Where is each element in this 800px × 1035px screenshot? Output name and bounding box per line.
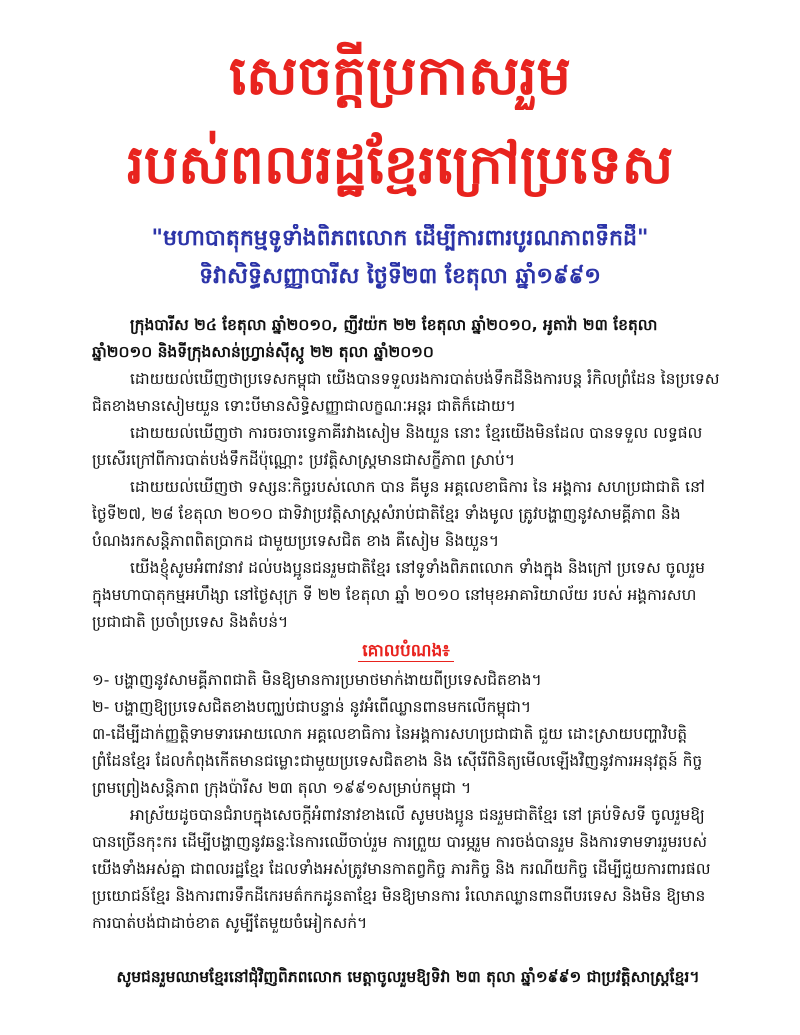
main-title-line1: សេចក្តីប្រកាសរួម	[229, 43, 571, 107]
objective-3: ៣-ដើម្បីដាក់ញ្ញត្តិទាមទារអោយលោក អគ្គលេខាធិការ នៃអង្គការសហប្រជាជាតិ ជួយ ដោះស្រាយបញ្ហាវិបត្តិព្រំដែនខ្មែរ ដែលកំពុងកើតមានជម្លោះជាមួយប្រទេសជិតខាង និង ស៊ើរើពិនិត្យមើលឡើងវិញនូវការអនុវត្តន៍ កិច្ចព្រមព្រៀងសន្តិភាព ក្រុងប៉ារីស ២៣ តុលា ១៩៩១សម្រាប់កម្ពុជា ។	[92, 725, 703, 797]
main-title-line2: របស់ពលរដ្ឋខ្មែរក្រៅប្រទេស	[126, 132, 674, 196]
paragraph-4: យើងខ្ញុំសូមអំពាវនាវ ដល់បងប្អូនជនរួមជាតិខ្មែរ នៅទូទាំងពិភពលោក ទាំងក្នុង និងក្រៅ ប្រទេស ចូលរួមក្នុងមហាបាតុកម្មអហឹង្សា នៅថ្ងៃសុក្រ ទី ២២ ខែតុលា ឆ្នាំ ២០១០ នៅមុខអាគារិយាល័យ របស់ អង្គការសហប្រជាជាតិ ប្រចាំប្រទេស និងតំបន់។	[92, 559, 706, 631]
paragraph-2: ដោយយល់ឃើញថា ការចរចារទេ្វភាគីរវាងសៀម និងយួន នោះ ខ្មែរយើងមិនដែល បានទទួល លទ្ធផលប្រសើរក្រៅពីការបាត់បង់ទឹកដីប៉ុណ្ណោះ ប្រវត្តិសាស្ត្រមានជាសក្ខីភាព ស្រាប់។	[92, 424, 703, 469]
objective-2: ២- បង្ហាញឱ្យប្រទេសជិតខាងបញ្ឈប់ជាបន្ទាន់ នូវអំពើឈ្លានពានមកលើកម្ពុជា។	[92, 698, 532, 716]
paragraph-1: ដោយយល់ឃើញថាប្រទេសកម្ពុជា យើងបានទទួលរងការបាត់បង់ទឹកដីនិងការបន្ត រំកិលព្រំដែន នៃប្រទេសជិតខាងមានសៀមយួន ទោះបីមានសិទ្ធិសញ្ញាជាលក្ខណៈអន្តរ ជាតិក៏ដោយ។	[92, 370, 720, 415]
footer-appeal: សូមជនរួមឈាមខ្មែរនៅជុំវិញពិភពលោក មេត្តាចូលរួមឱ្យទិវា ២៣ តុលា ឆ្នាំ១៩៩១ ជាប្រវត្តិសាស្ត្រខ្មែរ។	[116, 968, 700, 986]
subtitle-line1: "មហាបាតុកម្មទូទាំងពិភពលោក ដើម្បីការពារបូរណភាពទឹកដី"	[151, 226, 649, 251]
paragraph-3: ដោយយល់ឃើញថា ទស្សនៈកិច្ចរបស់លោក បាន គីមូន អគ្គលេខាធិការ នៃ អង្គការ សហប្រជាជាតិ នៅថ្ងៃទី២៧, ២៨ ខែតុលា ២០១០ ជាទិវាប្រវត្តិសាស្ត្រសំរាប់ជាតិខ្មែរ ទាំងមូល ត្រូវបង្ហាញនូវសាមគ្គីភាព និងបំណងរកសន្តិភាពពិតប្រាកដ ជាមួយប្រទេសជិត ខាង គឺសៀម និងយួន។	[92, 478, 705, 550]
subtitle-line2: ទិវាសិទ្ធិសញ្ញាបារីស ថ្ងៃទី២៣ ខែតុលា ឆ្នាំ១៩៩១	[199, 264, 601, 289]
closing-paragraph: អាស្រ័យដូចបានជំរាបក្នុងសេចក្តីអំពាវនាវខាងលើ សូមបងប្អូន ជនរួមជាតិខ្មែរ នៅ គ្រប់ទិសទី ចូលរួមឱ្យបានច្រើនកុះករ ដើម្បីបង្ហាញនូវឆន្ទៈនៃការឈើចាប់រួម ការព្រួយ បារម្ភរួម ការចង់បានរួម និងការទាមទាររួមរបស់យើងទាំងអស់គ្នា ជាពលរដ្ឋខ្មែរ ដែលទាំងអស់ត្រូវមានកាតព្វកិច្ច ភារកិច្ច និង ករណីយកិច្ច ដើម្បីជួយការពារផលប្រយោជន៍ខ្មែរ និងការពារទឹកដីកេរមត៌កកដូនតាខ្មែរ មិនឱ្យមានការ រំលោភឈ្លានពានពីបរទេស និងមិន ឱ្យមានការបាត់បង់ជាដាច់ខាត សូម្បីតែមួយចំអៀកសក់។	[92, 806, 711, 932]
objective-1: ១- បង្ហាញនូវសាមគ្គីភាពជាតិ មិនឱ្យមានការប្រមាថមាក់ងាយពីប្រទេសជិតខាង។	[92, 671, 542, 689]
document-body	[92, 312, 720, 937]
objectives-heading-text: គោលបំណង៖	[358, 641, 454, 662]
objectives-heading	[92, 638, 720, 665]
place-date-line: ក្រុងបារីស ២៤ ខែតុលា ឆ្នាំ២០១០, ញីវយ៉ក ២២ ខែតុលា ឆ្នាំ២០១០, អូតាវ៉ា ២៣ ខែតុលា ឆ្នាំ២០១០ និងទីក្រុងសាន់ហ្វ្រាន់ស៊ីស្កូ ២២ តុលា ឆ្នាំ២០១០	[92, 316, 658, 361]
